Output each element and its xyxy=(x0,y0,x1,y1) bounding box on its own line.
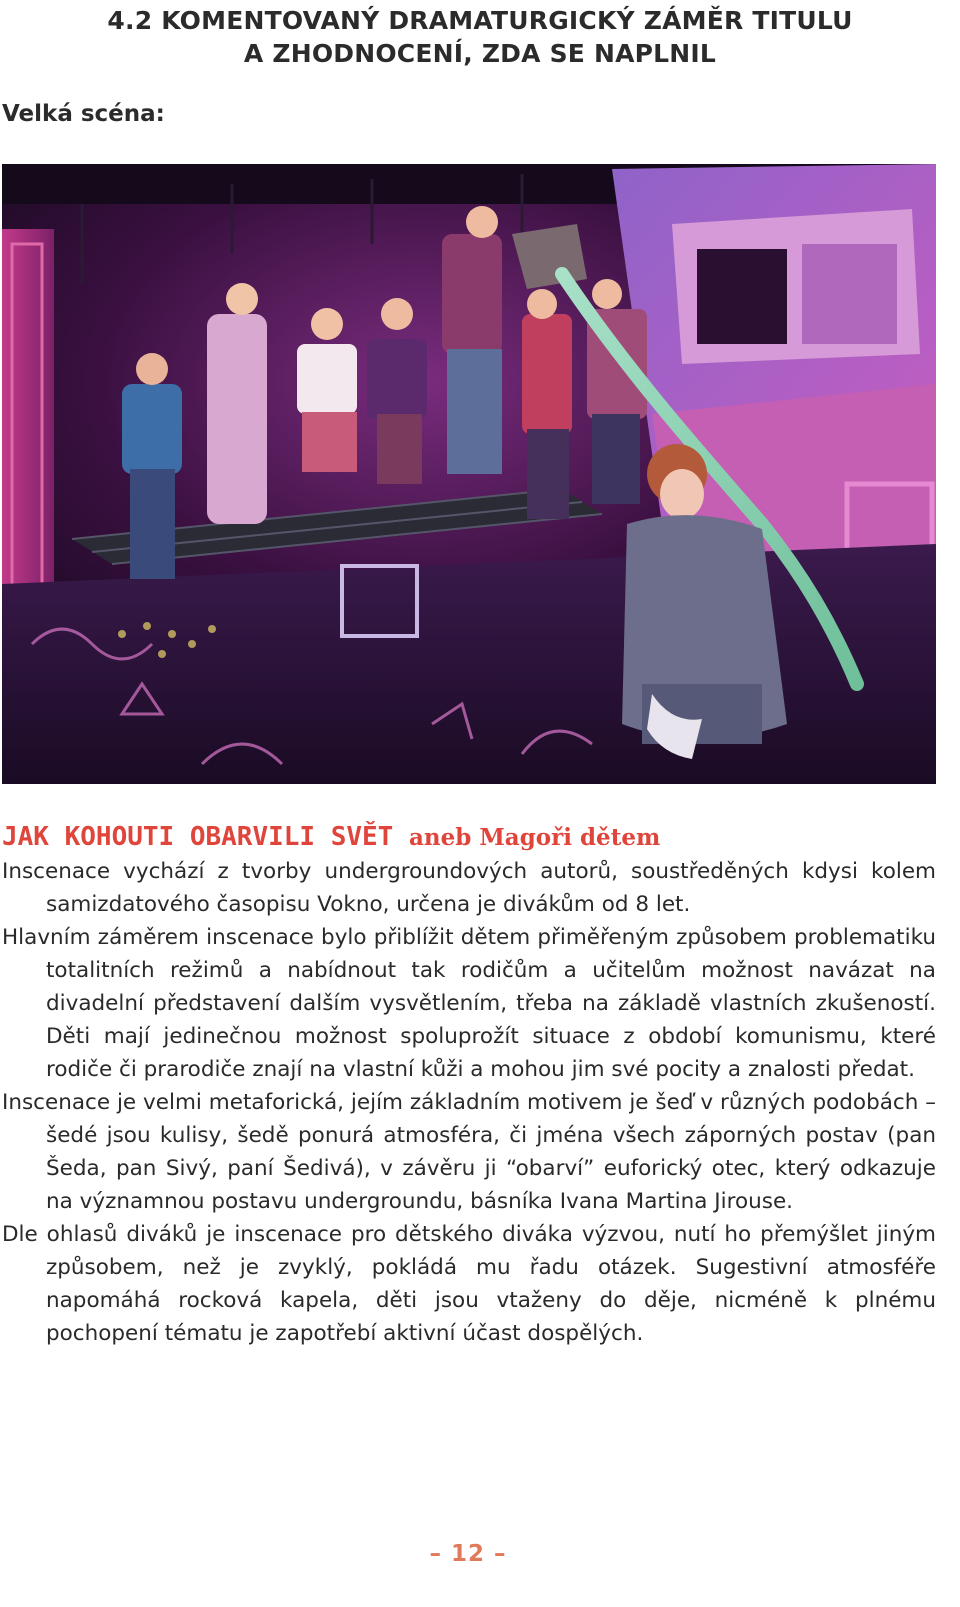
paragraph-1: Inscenace vychází z tvorby undergroundových autorů, soustředěných kdysi kolem samizdatového časopisu Vokno, určena je divákům od 8 let. xyxy=(2,859,936,917)
stage-label: Velká scéna: xyxy=(2,101,165,127)
page-number: – 12 – xyxy=(429,1541,507,1567)
paragraph-4: Dle ohlasů diváků je inscenace pro dětského diváka výzvou, nutí ho přemýšlet jiným způsobem, než je zvyklý, pokládá mu řadu otázek. Sugestivní atmosféře napomáhá rocková kapela, děti jsou vtaženy do děje, nicméně k plnému pochopení tématu je zapotřebí aktivní účast dospělých. xyxy=(2,1222,936,1346)
section-heading-line-2: A ZHODNOCENÍ, ZDA SE NAPLNIL xyxy=(243,39,717,68)
paragraph-2: Hlavním záměrem inscenace bylo přiblížit dětem přiměřeným způsobem problematiku totalitních režimů a nabídnout tak rodičům a učitelům možnost navázat na divadelní představení dalším vysvětlením, třeba na základě vlastních zkušeností. Děti mají jedinečnou možnost spoluprožít situace z období komunismu, které rodiče či prarodiče znají na vlastní kůži a mohou jim své pocity a znalosti předat. xyxy=(2,925,936,1082)
production-title xyxy=(2,822,942,852)
body-text xyxy=(2,855,936,1350)
production-title-main: JAK KOHOUTI OBARVILI SVĚT xyxy=(2,822,394,852)
theatre-photo xyxy=(2,164,936,784)
production-title-subtitle: aneb Magoři dětem xyxy=(408,824,661,851)
section-heading xyxy=(100,4,860,70)
section-heading-line-1: 4.2 KOMENTOVANÝ DRAMATURGICKÝ ZÁMĚR TITULU xyxy=(107,6,853,35)
paragraph-3: Inscenace je velmi metaforická, jejím základním motivem je šeď v různých podobách – šedé jsou kulisy, šedě ponurá atmosféra, či jména všech záporných postav (pan Šeda, pan Sivý, paní Šedivá), v závěru ji “obarví” euforický otec, který odkazuje na významnou postavu undergroundu, básníka Ivana Martina Jirouse. xyxy=(2,1090,936,1214)
theatre-photo-icon xyxy=(2,164,936,784)
